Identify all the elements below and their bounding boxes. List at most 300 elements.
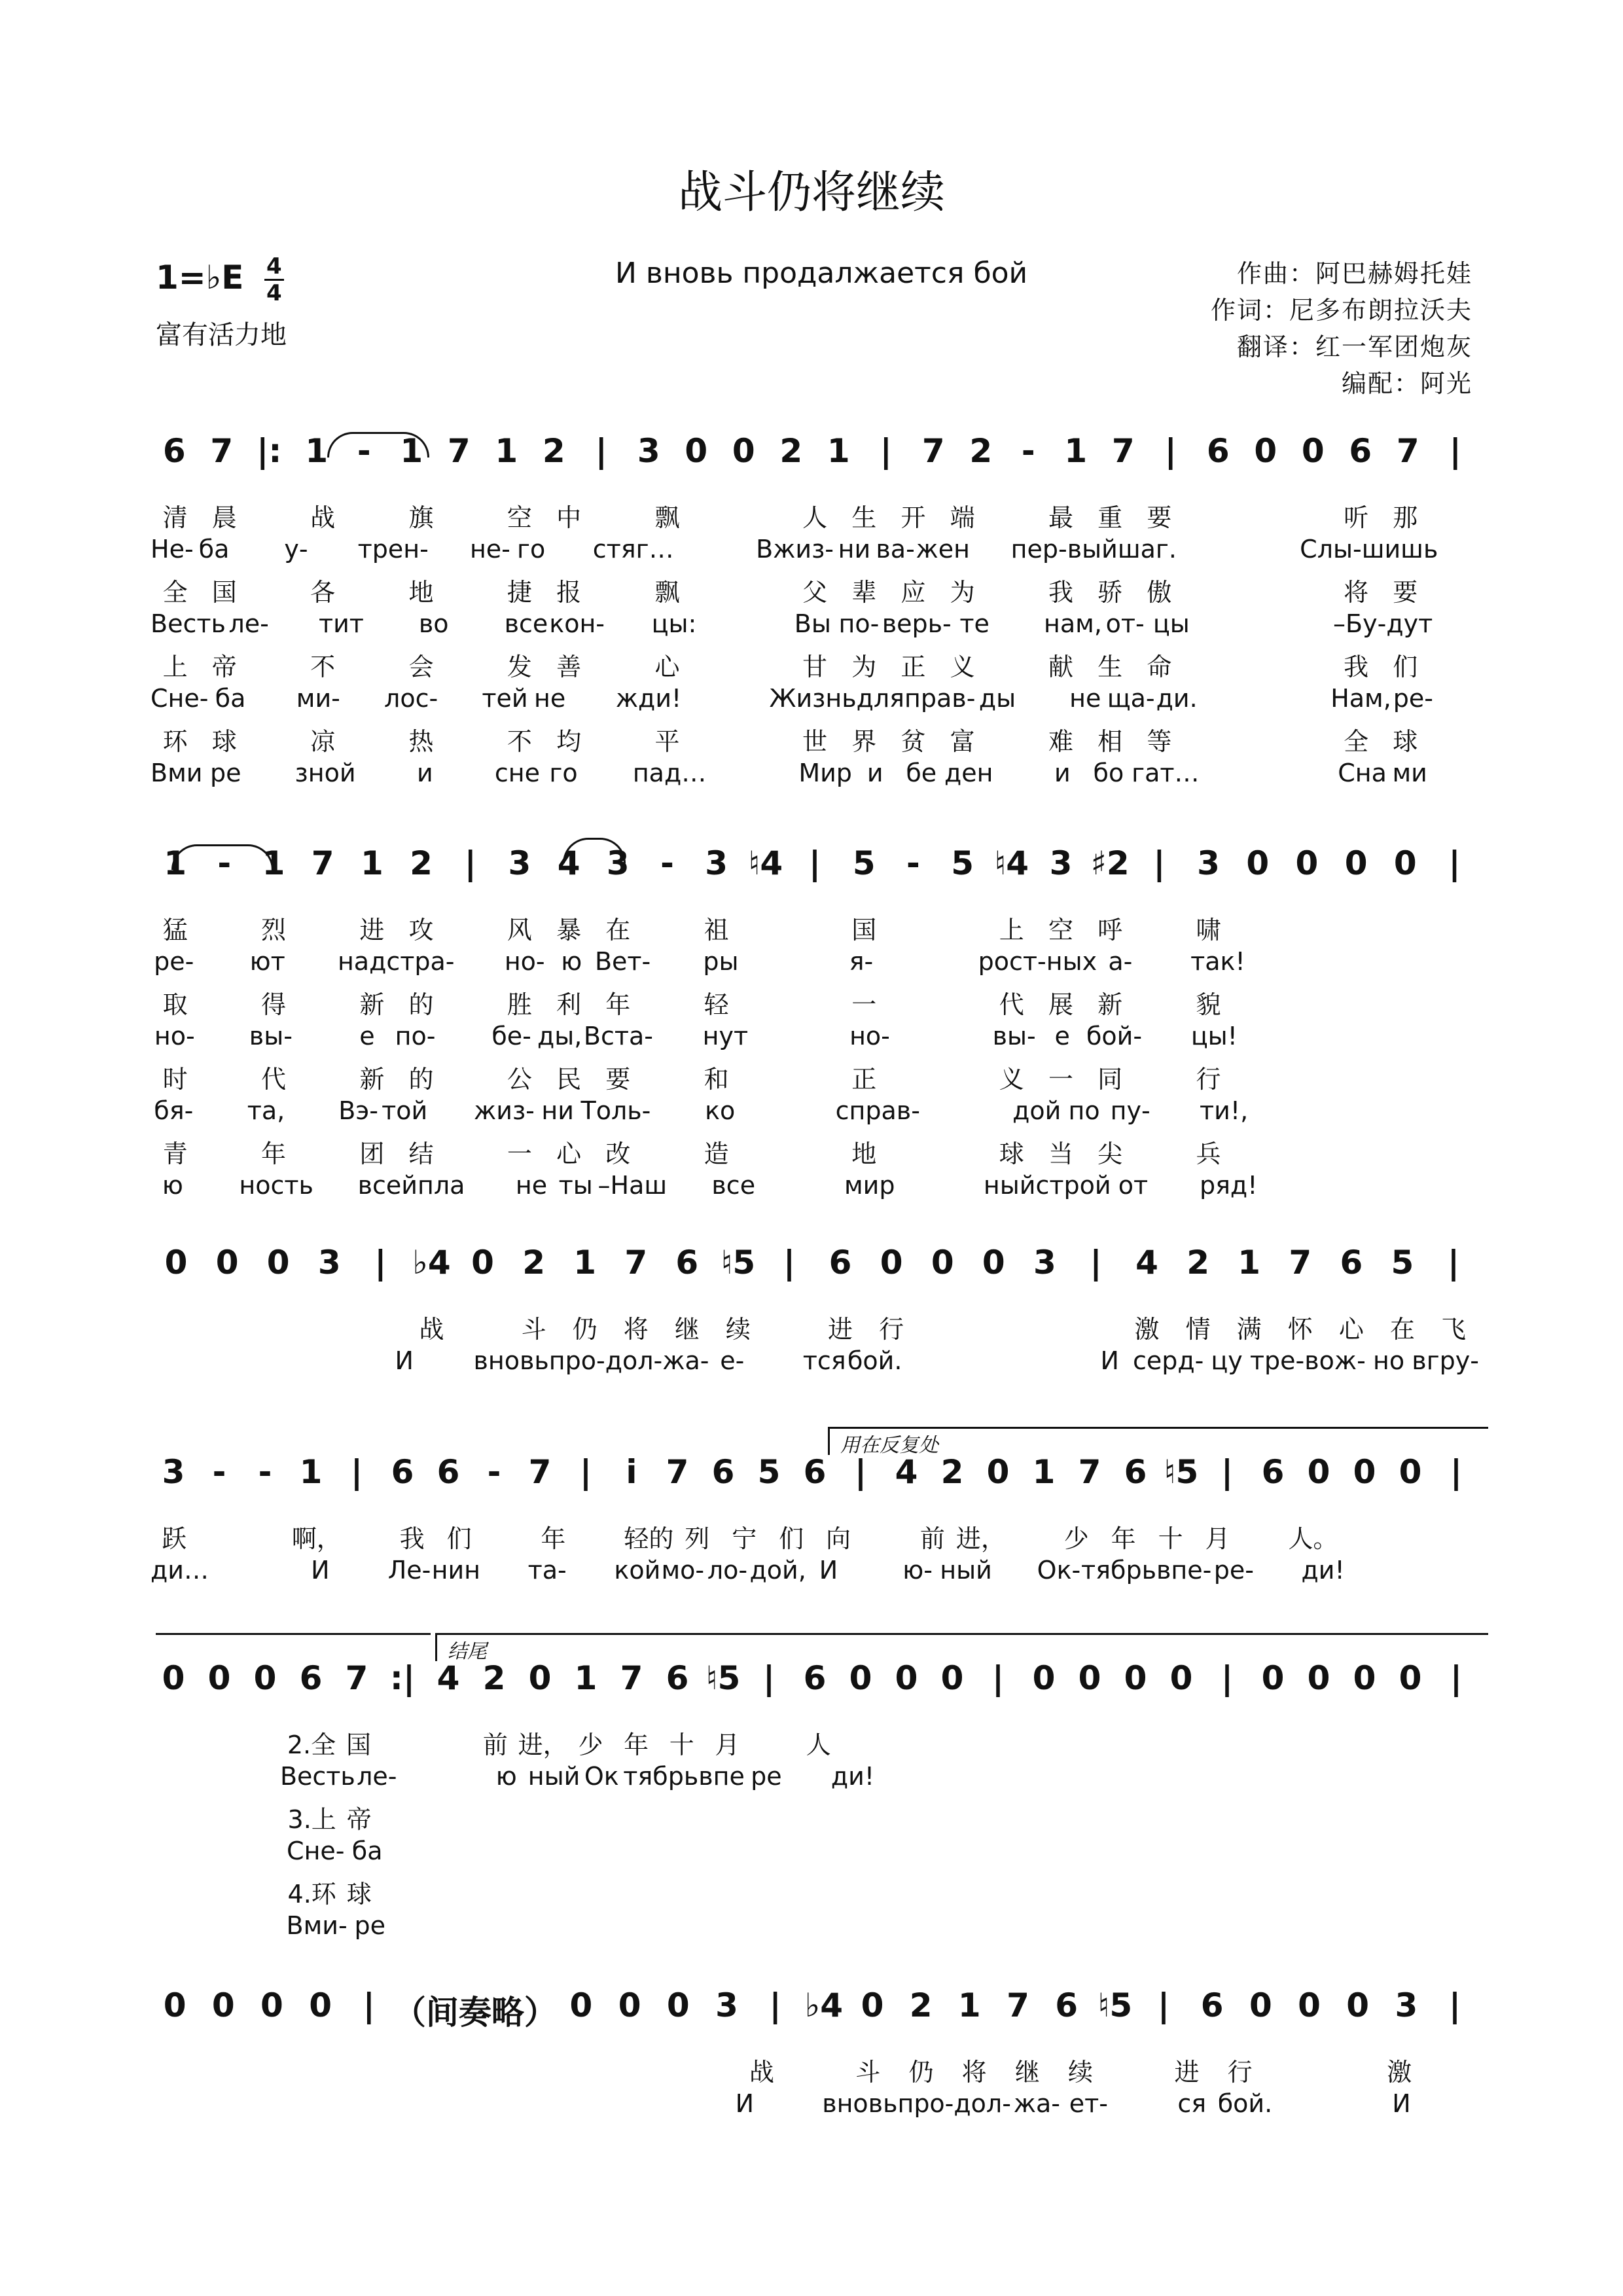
- lyric-syllable: 新: [1097, 990, 1123, 1019]
- lyric-syllable: [253, 684, 296, 721]
- note: 6: [1055, 1986, 1079, 2024]
- lyric-syllable: ди!: [830, 1762, 875, 1791]
- lyric-syllable: 战: [419, 1315, 444, 1344]
- lyric-syllable: [1306, 1762, 1349, 1799]
- lyric-syllable: [1426, 2052, 1479, 2089]
- lyric-syllable: тябрь: [1081, 1556, 1156, 1585]
- lyric-syllable: [1113, 1874, 1159, 1910]
- lyric-syllable: [1433, 1096, 1480, 1133]
- lyric-line: [151, 1346, 1479, 1383]
- lyric-line: [151, 1518, 1479, 1555]
- lyric-syllable: [692, 647, 741, 683]
- note: 6: [666, 1659, 689, 1697]
- lyric-syllable: [310, 2052, 363, 2089]
- lyric-syllable: [196, 1911, 241, 1948]
- note: ♮5: [1097, 1986, 1133, 2024]
- lyric-syllable: [1067, 1799, 1113, 1836]
- lyric-syllable: [1388, 1837, 1433, 1873]
- lyric-syllable: [942, 1022, 990, 1058]
- barline: |: [880, 432, 892, 470]
- lyric-syllable: [200, 910, 249, 946]
- lyric-syllable: [1430, 647, 1479, 683]
- composer-credit: 作曲：阿巴赫姆托娃: [1236, 259, 1472, 288]
- note: i: [626, 1453, 637, 1491]
- note: 7: [345, 1659, 368, 1697]
- lyric-syllable: [564, 2089, 616, 2126]
- lyric-syllable: 傲: [1147, 578, 1172, 607]
- lyric-syllable: ю-: [902, 1556, 933, 1585]
- note: 6: [437, 1453, 460, 1491]
- lyric-syllable: [1184, 572, 1233, 609]
- lyric-syllable: [1116, 1837, 1161, 1873]
- lyric-syllable: 飞: [1440, 1315, 1466, 1344]
- lyric-syllable: и: [866, 759, 883, 787]
- lyric-syllable: 正: [901, 653, 926, 681]
- lyric-syllable: 应: [901, 578, 926, 607]
- song-title: 战斗仍将继续: [677, 167, 945, 219]
- lyric-syllable: [617, 1837, 662, 1873]
- lyric-syllable: [692, 572, 741, 609]
- lyric-syllable: [416, 2052, 469, 2089]
- lyric-syllable: [1282, 721, 1331, 758]
- lyric-syllable: [664, 1911, 709, 1948]
- lyric-syllable: 正: [851, 1065, 877, 1094]
- lyric-syllable: [1233, 497, 1282, 534]
- lyric-syllable: 善: [556, 653, 582, 681]
- lyric-syllable: [1251, 1799, 1296, 1836]
- lyric-syllable: [981, 1911, 1026, 1948]
- lyric-syllable: [667, 2089, 719, 2126]
- lyric-syllable: ди.: [1156, 684, 1198, 713]
- lyric-syllable: [885, 1874, 931, 1910]
- lyric-syllable: [793, 1799, 839, 1836]
- lyric-syllable: [1071, 1911, 1116, 1948]
- lyric-syllable: 情: [1185, 1315, 1211, 1344]
- lyric-syllable: 风: [507, 916, 532, 944]
- lyric-syllable: Весть: [279, 1762, 355, 1791]
- note: 1: [1238, 1244, 1261, 1282]
- note: 7: [311, 844, 334, 882]
- lyric-syllable: вновь: [822, 2089, 898, 2118]
- lyric-syllable: 上: [999, 916, 1024, 944]
- lyric-syllable: [978, 1725, 1024, 1761]
- note: 6: [1206, 432, 1230, 470]
- lyric-syllable: [1438, 535, 1479, 571]
- lyric-syllable: [1107, 2052, 1160, 2089]
- lyric-syllable: 结: [408, 1139, 434, 1168]
- lyric-syllable: 心: [556, 1139, 582, 1168]
- lyric-syllable: [1253, 1911, 1298, 1948]
- lyric-syllable: 青: [162, 1139, 188, 1168]
- lyric-syllable: [1342, 1874, 1387, 1910]
- lyric-syllable: ле-: [357, 1762, 397, 1791]
- lyric-syllable: 团: [359, 1139, 385, 1168]
- lyric-syllable: Вжиз-: [756, 535, 834, 564]
- lyric-syllable: все: [504, 609, 548, 638]
- lyric-syllable: [948, 1346, 995, 1383]
- note: 0: [685, 432, 708, 470]
- lyric-syllable: [1233, 572, 1282, 609]
- lyric-line: [151, 947, 1479, 984]
- lyric-syllable: [741, 1134, 790, 1170]
- lyric-syllable: ти!,: [1200, 1096, 1249, 1125]
- lyric-syllable: [889, 1134, 938, 1170]
- lyric-syllable: [340, 684, 384, 721]
- lyric-syllable: [390, 1837, 435, 1873]
- lyric-syllable: [1282, 1134, 1331, 1170]
- lyric-syllable: ный: [940, 1556, 992, 1585]
- lyric-syllable: ре: [209, 759, 241, 787]
- lyric-syllable: го: [549, 759, 578, 787]
- lyric-syllable: [1199, 684, 1243, 721]
- lyric-syllable: 进，: [518, 1731, 568, 1759]
- lyric-syllable: [457, 609, 503, 646]
- lyric-syllable: [1282, 647, 1331, 683]
- lyric-syllable: И: [395, 1346, 414, 1375]
- lyric-syllable: [667, 1171, 711, 1208]
- note: 0: [1298, 1986, 1321, 2024]
- lyric-syllable: 仍: [908, 2058, 934, 2087]
- lyric-syllable: [1434, 1911, 1479, 1948]
- lyric-syllable: [967, 1096, 1013, 1133]
- lyric-syllable: 年: [260, 1139, 286, 1168]
- lyric-syllable: [846, 1911, 891, 1948]
- lyric-syllable: Слы-: [1300, 535, 1362, 564]
- lyric-syllable: [790, 1134, 839, 1170]
- volta-second-ending: [435, 1633, 1488, 1661]
- lyric-syllable: [196, 1874, 242, 1910]
- lyric-syllable: [936, 1911, 981, 1948]
- lyric-syllable: ми-: [296, 684, 340, 713]
- note: 3: [317, 1244, 341, 1282]
- lyric-syllable: [839, 1799, 885, 1836]
- lyric-syllable: 时: [162, 1065, 188, 1094]
- lyric-syllable: вы-: [249, 1022, 293, 1050]
- lyric-syllable: та-: [527, 1556, 567, 1585]
- note: -: [487, 1453, 501, 1491]
- lyric-syllable: 富: [950, 727, 975, 756]
- note: 0: [849, 1659, 872, 1697]
- note: 0: [618, 1986, 641, 2024]
- lyric-syllable: [707, 1837, 753, 1873]
- lyric-syllable: [1430, 984, 1479, 1021]
- lyric-syllable: [885, 1799, 931, 1836]
- lyric-syllable: 界: [851, 727, 877, 756]
- lyric-syllable: 向: [826, 1524, 851, 1553]
- note: 1: [574, 1659, 597, 1697]
- lyric-syllable: [1324, 2089, 1376, 2126]
- lyric-syllable: ю: [495, 1762, 517, 1791]
- lyric-syllable: [1026, 1911, 1071, 1948]
- lyric-syllable: впе: [698, 1762, 745, 1791]
- lyric-syllable: 心: [654, 653, 680, 681]
- volta-first-label: 用在反复处: [840, 1434, 938, 1457]
- note: 6: [391, 1453, 414, 1491]
- barline: |: [1090, 1244, 1102, 1282]
- lyric-syllable: [298, 1059, 348, 1096]
- lyric-syllable: всей: [357, 1171, 418, 1200]
- lyric-syllable: 我: [399, 1524, 425, 1553]
- lyric-syllable: Вы: [794, 609, 831, 638]
- lyric-syllable: [749, 1022, 798, 1058]
- lyric-line: [151, 1762, 1479, 1799]
- note: 0: [215, 1244, 239, 1282]
- lyric-syllable: 最: [1048, 503, 1073, 532]
- lyric-syllable: 满: [1236, 1315, 1262, 1344]
- lyric-syllable: ты: [558, 1171, 593, 1200]
- lyric-syllable: [249, 647, 298, 683]
- lyric-syllable: 不: [507, 727, 532, 756]
- lyric-syllable: и: [1054, 759, 1071, 787]
- lyric-syllable: [741, 721, 790, 758]
- lyric-syllable: 一: [507, 1139, 532, 1168]
- lyric-syllable: [1298, 1911, 1343, 1948]
- barline: |: [1164, 432, 1177, 470]
- lyric-syllable: дой: [1012, 1096, 1061, 1125]
- lyric-syllable: [446, 647, 495, 683]
- lyric-syllable: 球: [211, 727, 237, 756]
- note: 4: [895, 1453, 918, 1491]
- lyric-syllable: 十: [1158, 1524, 1183, 1553]
- lyric-syllable: жа-: [1013, 2089, 1061, 2118]
- lyric-syllable: 跃: [161, 1524, 187, 1553]
- note: 2: [522, 1244, 545, 1282]
- lyric-syllable: [895, 1171, 939, 1208]
- lyric-syllable: [465, 1171, 509, 1208]
- lyric-syllable: [994, 1346, 1041, 1383]
- lyric-syllable: [427, 1874, 473, 1910]
- lyric-syllable: [348, 572, 397, 609]
- lyric-syllable: [348, 647, 397, 683]
- lyric-syllable: [747, 1874, 793, 1910]
- lyric-syllable: ре: [751, 1762, 782, 1791]
- lyric-syllable: ба: [198, 535, 230, 564]
- lyric-syllable: [151, 2089, 202, 2126]
- lyric-syllable: [976, 1874, 1022, 1910]
- lyric-syllable: 们: [779, 1524, 804, 1553]
- lyric-syllable: тит: [318, 609, 364, 638]
- lyric-syllable: про-: [548, 1346, 605, 1375]
- lyric-syllable: цу: [1211, 1346, 1243, 1375]
- lyric-syllable: [1287, 1022, 1335, 1058]
- lyric-syllable: Мир: [798, 759, 852, 787]
- lyric-syllable: 轻的: [624, 1524, 674, 1553]
- lyric-syllable: [1205, 1874, 1251, 1910]
- lyric-syllable: [552, 535, 593, 571]
- lyric-syllable: 行: [1227, 2058, 1253, 2087]
- lyric-syllable: [455, 947, 501, 984]
- lyric-syllable: вы-: [992, 1022, 1036, 1050]
- lyric-syllable: [253, 1556, 298, 1592]
- lyric-syllable: 甘: [802, 653, 828, 681]
- note: 0: [895, 1659, 918, 1697]
- lyric-syllable: [1435, 1556, 1479, 1592]
- lyric-syllable: [151, 1799, 196, 1836]
- barline: |: [1449, 432, 1461, 470]
- lyric-syllable: [289, 1346, 336, 1383]
- lyric-syllable: [1434, 1725, 1480, 1761]
- lyric-syllable: кой: [614, 1556, 661, 1585]
- lyric-syllable: [1090, 1762, 1133, 1799]
- lyric-syllable: [1292, 759, 1338, 795]
- lyric-syllable: [747, 1799, 793, 1836]
- note: 0: [1399, 1453, 1422, 1491]
- lyric-syllable: [1135, 1134, 1184, 1170]
- lyric-syllable: стра-: [386, 947, 455, 976]
- lyric-syllable: 会: [408, 653, 434, 681]
- lyric-syllable: [1245, 759, 1292, 795]
- note: 4: [437, 1659, 460, 1697]
- lyric-syllable: 球: [1393, 727, 1418, 756]
- lyric-syllable: 继: [1014, 2058, 1040, 2087]
- lyric-syllable: 将: [1344, 578, 1369, 607]
- lyric-syllable: [481, 1837, 526, 1873]
- lyric-syllable: [1135, 910, 1184, 946]
- note: 7: [666, 1453, 689, 1491]
- lyric-syllable: [1292, 947, 1338, 984]
- lyric-syllable: [571, 1837, 616, 1873]
- lyric-syllable: [1338, 1518, 1385, 1555]
- lyric-syllable: [1298, 1837, 1343, 1873]
- lyric-syllable: [200, 984, 249, 1021]
- lyric-syllable: [1233, 910, 1282, 946]
- lyric-syllable: 和: [704, 1065, 729, 1094]
- lyric-syllable: [1431, 1022, 1479, 1058]
- note: 2: [542, 432, 565, 470]
- lyric-syllable: [1115, 2089, 1166, 2126]
- lyric-syllable: справ-: [835, 1096, 920, 1125]
- lyric-syllable: [1266, 2052, 1319, 2089]
- lyric-syllable: [348, 721, 397, 758]
- lyric-syllable: [253, 1309, 304, 1346]
- lyric-syllable: [891, 1911, 936, 1948]
- note: -: [212, 1453, 226, 1491]
- lyric-syllable: 暴: [556, 916, 582, 944]
- barline: |: [854, 1453, 867, 1491]
- lyric-syllable: [1430, 497, 1479, 534]
- lyric-syllable: 我: [1344, 653, 1369, 681]
- lyric-syllable: [1069, 1725, 1115, 1761]
- lyric-syllable: 行: [879, 1315, 904, 1344]
- lyric-syllable: [446, 721, 495, 758]
- lyric-syllable: [1433, 1799, 1479, 1836]
- lyric-syllable: [483, 1518, 530, 1555]
- lyric-syllable: [1177, 1762, 1220, 1799]
- lyric-syllable: [1342, 1799, 1387, 1836]
- lyric-syllable: [715, 535, 756, 571]
- lyric-syllable: [382, 1725, 427, 1761]
- lyric-syllable: [800, 1911, 845, 1948]
- lyric-syllable: [619, 1911, 664, 1948]
- lyric-syllable: 人。: [1288, 1524, 1338, 1553]
- lyric-syllable: [889, 984, 938, 1021]
- lyric-syllable: [741, 984, 790, 1021]
- lyric-syllable: тся: [802, 1346, 846, 1375]
- volta-second-label: 结尾: [448, 1640, 487, 1663]
- lyric-syllable: [306, 2089, 357, 2126]
- lyric-syllable: И: [1392, 2089, 1411, 2118]
- lyric-syllable: [1019, 1309, 1070, 1346]
- lyric-syllable: [798, 1022, 846, 1058]
- lyric-syllable: бе-: [491, 1022, 531, 1050]
- lyric-syllable: 一: [851, 990, 877, 1019]
- lyric-syllable: [197, 1346, 243, 1383]
- lyric-syllable: [1433, 609, 1479, 646]
- lyric-syllable: [1263, 1762, 1306, 1799]
- note: 3: [715, 1986, 738, 2024]
- lyric-syllable: [446, 910, 495, 946]
- barline: |: [1450, 1453, 1463, 1491]
- note: 0: [1353, 1453, 1376, 1491]
- lyric-line: [151, 1837, 1479, 1873]
- lyric-syllable: [194, 1762, 237, 1799]
- barline: |: [363, 1986, 375, 2024]
- lyric-syllable: 命: [1147, 653, 1172, 681]
- lyric-syllable: [643, 1059, 692, 1096]
- lyric-syllable: [295, 1022, 344, 1058]
- lyric-syllable: [342, 1556, 387, 1592]
- lyric-syllable: [357, 2089, 409, 2126]
- lyric-syllable: вновь: [473, 1346, 549, 1375]
- lyric-syllable: [439, 1022, 488, 1058]
- lyric-syllable: 继: [674, 1315, 700, 1344]
- lyric-syllable: [1256, 1556, 1300, 1592]
- lyric-syllable: 进: [1174, 2058, 1200, 2087]
- lyric-syllable: [800, 1171, 844, 1208]
- lyric-syllable: [662, 1837, 707, 1873]
- note: 0: [253, 1659, 277, 1697]
- lyric-syllable: ле-: [228, 609, 269, 638]
- lyric-syllable: [151, 1837, 196, 1873]
- lyric-syllable: И: [311, 1556, 330, 1585]
- note: 1: [1064, 432, 1088, 470]
- lyric-syllable: 宁: [732, 1524, 757, 1553]
- lyric-syllable: [202, 1309, 253, 1346]
- note: 6: [1340, 1244, 1363, 1282]
- lyric-syllable: [1302, 1171, 1346, 1208]
- lyric-syllable: [483, 1911, 528, 1948]
- lyric-syllable: [446, 1059, 495, 1096]
- lyric-line: [151, 1096, 1479, 1133]
- lyric-syllable: но-: [154, 1022, 195, 1050]
- lyric-syllable: 猛: [162, 916, 188, 944]
- lyric-line: [151, 1309, 1479, 1346]
- lyric-syllable: 骄: [1097, 578, 1123, 607]
- note: 0: [1124, 1659, 1147, 1697]
- lyric-syllable: [741, 497, 790, 534]
- lyric-syllable: у-: [284, 535, 308, 564]
- lyric-syllable: е: [359, 1022, 375, 1050]
- note: 6: [803, 1659, 827, 1697]
- lyric-syllable: [200, 1059, 249, 1096]
- lyric-syllable: [920, 1096, 967, 1133]
- lyric-line: [151, 1799, 1479, 1836]
- note: 2: [909, 1986, 933, 2024]
- lyric-syllable: 在: [605, 916, 631, 944]
- note: 5: [852, 844, 876, 882]
- lyric-syllable: но: [1373, 1346, 1405, 1375]
- lyric-syllable: го: [517, 535, 546, 564]
- note: 1: [400, 432, 423, 470]
- lyric-syllable: [1238, 1022, 1287, 1058]
- note: 7: [1396, 432, 1419, 470]
- lyric-syllable: 上: [162, 653, 188, 681]
- lyric-syllable: [1297, 1725, 1343, 1761]
- note: ♮5: [705, 1659, 741, 1697]
- lyric-syllable: 地: [851, 1139, 877, 1168]
- lyric-syllable: пла: [418, 1171, 465, 1200]
- lyric-syllable: Сна: [1338, 759, 1387, 787]
